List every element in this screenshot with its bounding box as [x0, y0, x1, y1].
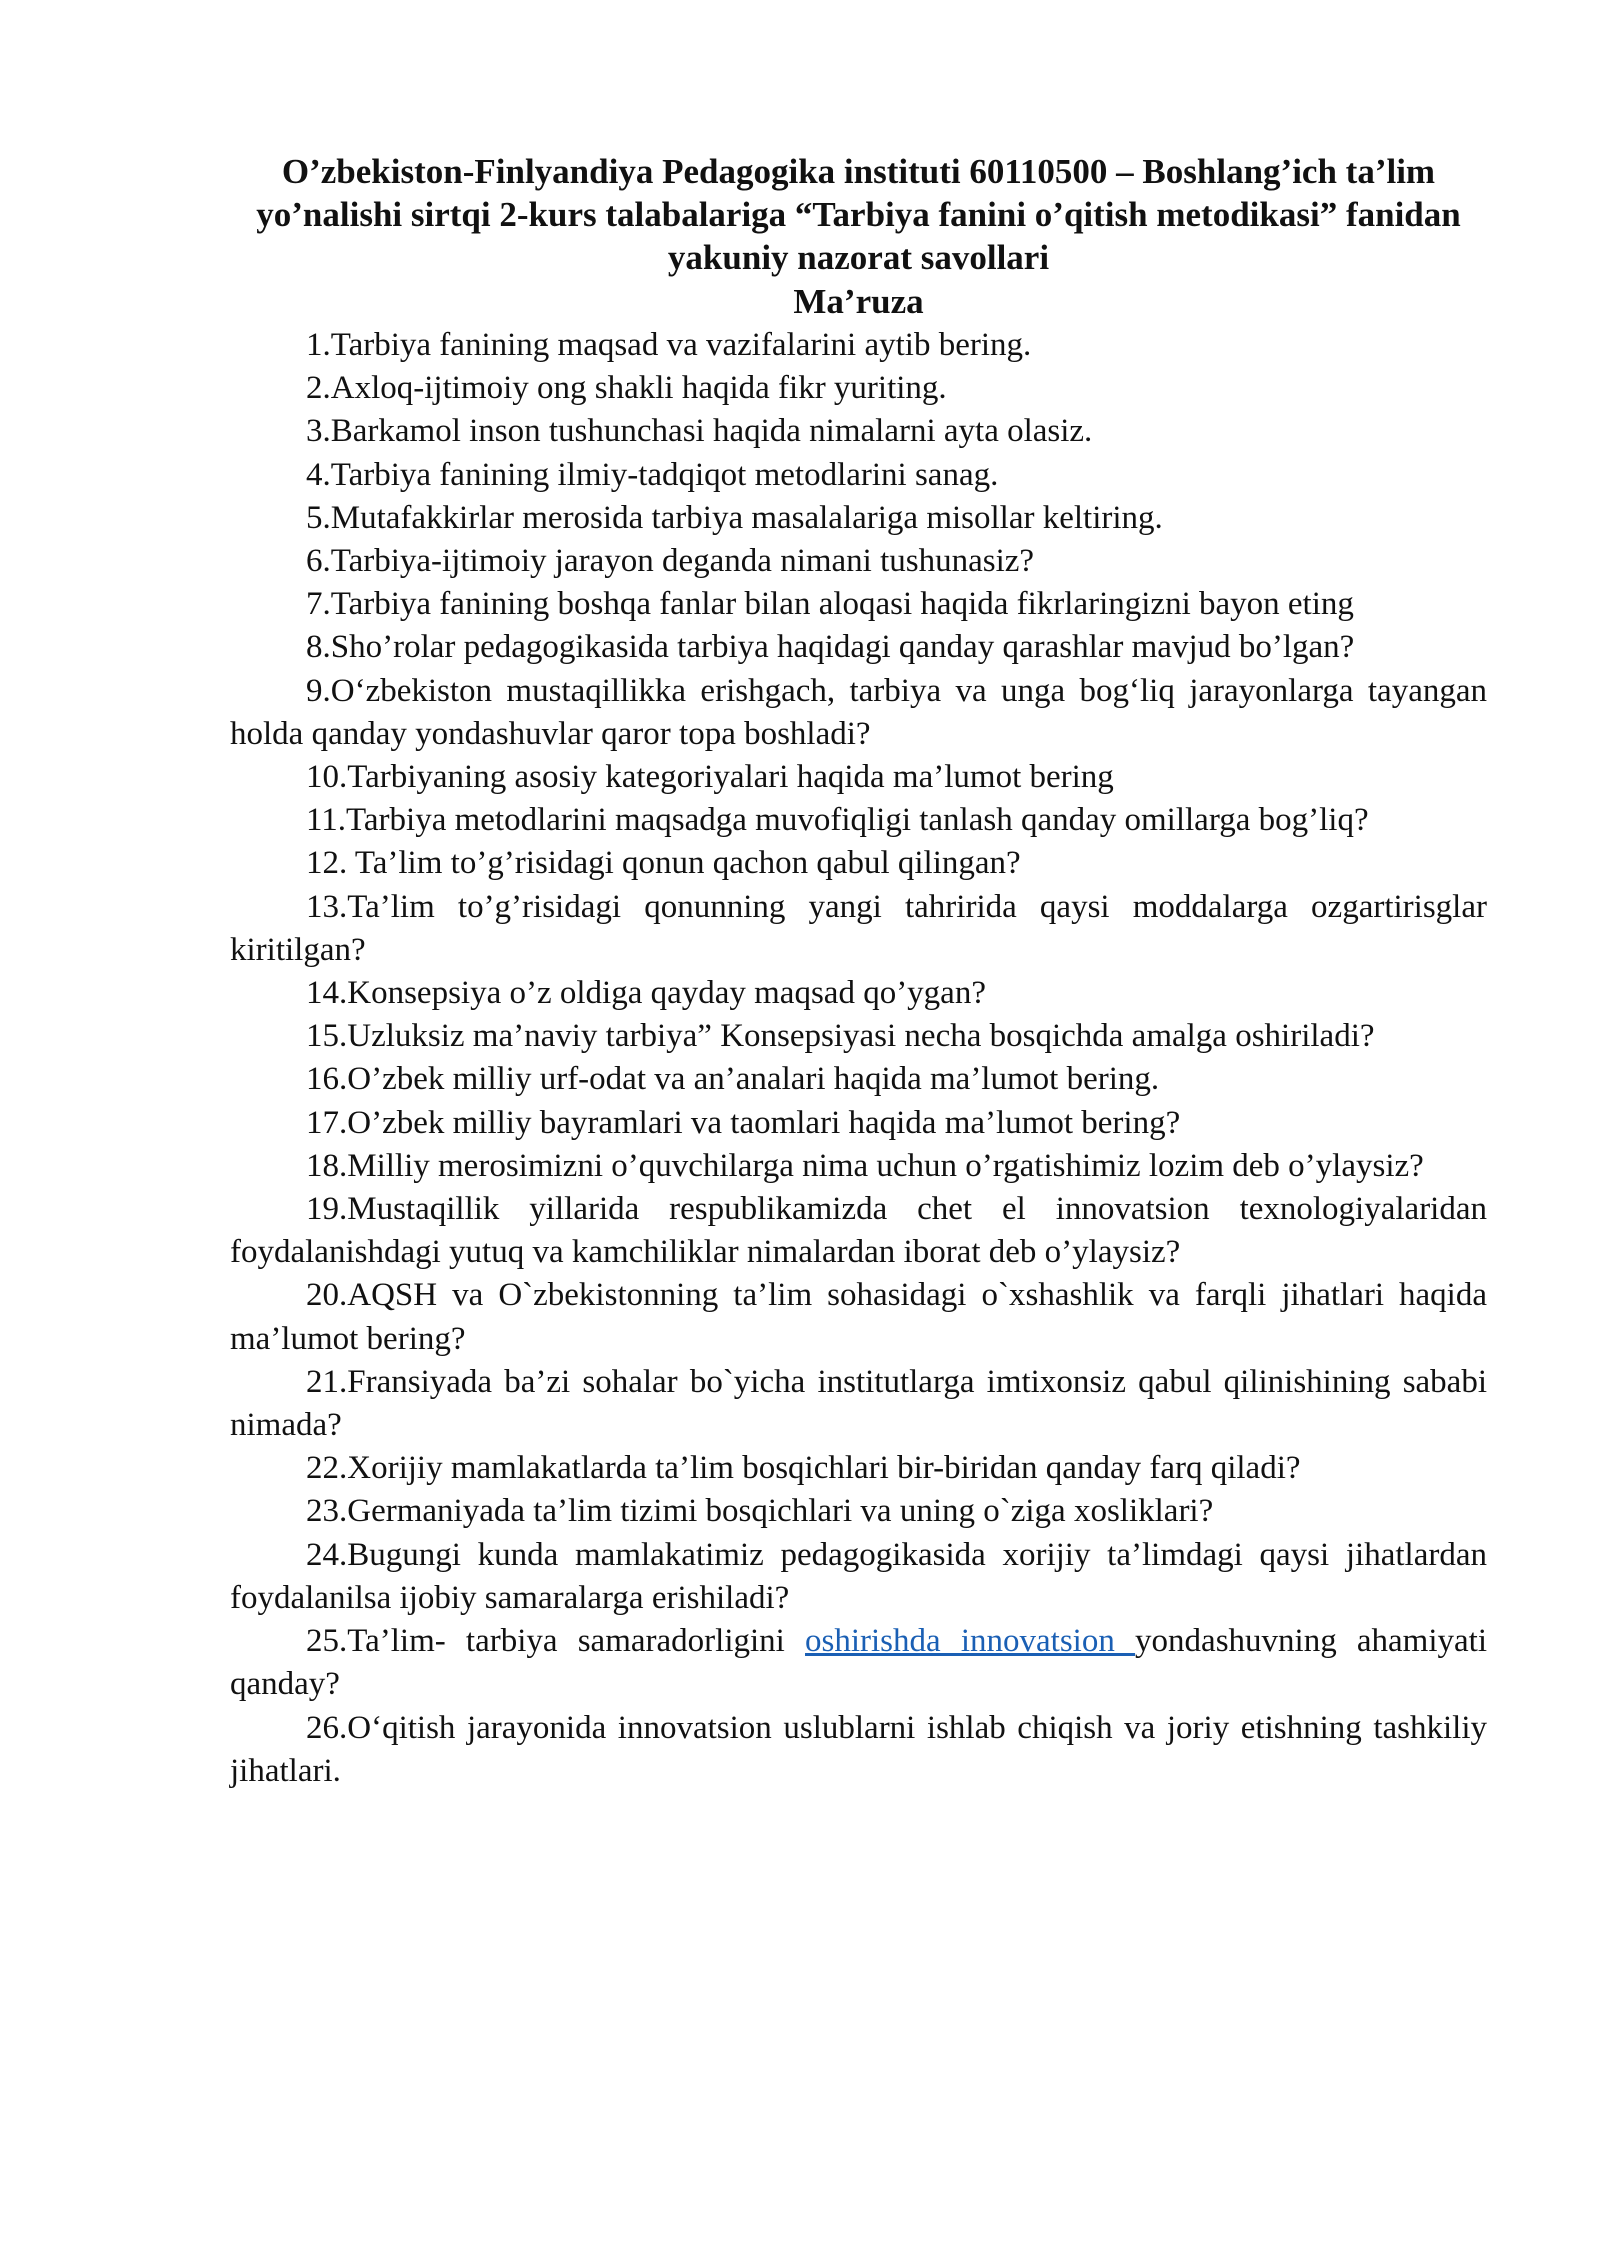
question-text: Ta’lim to’g’risidagi qonun qachon qabul qilingan?: [347, 845, 1021, 882]
question-text: Ta’lim to’g’risidagi qonunning yangi tahririda qaysi moddalarga ozgartirisglar kiritilgan?: [230, 888, 1487, 968]
list-item: [230, 670, 1487, 756]
list-item: [230, 756, 1487, 799]
question-text: Tarbiyaning asosiy kategoriyalari haqida ma’lumot bering: [347, 759, 1114, 796]
question-number: 24.: [306, 1536, 348, 1573]
list-item: [230, 540, 1487, 583]
question-text: Konsepsiya o’z oldiga qayday maqsad qo’ygan?: [347, 975, 986, 1012]
question-text: O‘zbekiston mustaqillikka erishgach, tarbiya va unga bog‘liq jarayonlarga tayangan holda qanday yondashuvlar qaror topa boshladi?: [230, 672, 1487, 752]
question-number: 11.: [306, 802, 347, 839]
question-text: Barkamol inson tushunchasi haqida nimalarni ayta olasiz.: [330, 413, 1093, 450]
question-number: 23.: [306, 1493, 348, 1530]
question-text: Tarbiya metodlarini maqsadga muvofiqligi tanlash qanday omillarga bog’liq?: [346, 802, 1369, 839]
list-item: [230, 324, 1487, 367]
question-number: 1.: [306, 327, 331, 363]
question-number: 17.: [306, 1104, 348, 1141]
question-number: 21.: [306, 1363, 348, 1400]
question-text-after-link: yondashuvning ahamiyati qanday?: [230, 1623, 1488, 1703]
list-item: [230, 1361, 1487, 1447]
question-number: 8.: [306, 629, 331, 666]
question-text: Mutafakkirlar merosida tarbiya masalalariga misollar keltiring.: [330, 499, 1163, 536]
list-item: [230, 972, 1487, 1015]
hyperlink[interactable]: oshirishda innovatsion: [805, 1623, 1136, 1660]
question-number: 2.: [306, 370, 331, 407]
document-page: [230, 150, 1487, 1793]
question-text: Mustaqillik yillarida respublikamizda chet el innovatsion texnologiyalaridan foydalanishdagi yutuq va kamchiliklar nimalardan iborat deb o’ylaysiz?: [230, 1191, 1487, 1271]
list-item: [230, 1534, 1487, 1620]
question-text: Fransiyada ba’zi sohalar bo`yicha institutlarga imtixonsiz qabul qilinishining sababi nimada?: [230, 1363, 1487, 1444]
list-item: [230, 1188, 1487, 1274]
list-item: [230, 1058, 1487, 1101]
question-number: 18.: [306, 1147, 348, 1184]
list-item: [230, 1015, 1487, 1058]
question-text: Tarbiya fanining boshqa fanlar bilan aloqasi haqida fikrlaringizni bayon eting: [330, 586, 1354, 623]
question-number: 20.: [306, 1277, 348, 1314]
list-item: [230, 1620, 1487, 1706]
question-number: 4.: [306, 456, 331, 493]
question-text: Bugungi kunda mamlakatimiz pedagogikasida xorijiy ta’limdagi qaysi jihatlardan foydalanilsa ijobiy samaralarga erishiladi?: [230, 1536, 1487, 1616]
list-item: [230, 842, 1487, 885]
list-item: [230, 1707, 1487, 1793]
question-number: 5.: [306, 499, 331, 536]
question-number: 19.: [306, 1191, 348, 1228]
list-item: [230, 1145, 1487, 1188]
question-text: Uzluksiz ma’naviy tarbiya” Konsepsiyasi necha bosqichda amalga oshiriladi?: [347, 1018, 1375, 1055]
list-item: [230, 886, 1487, 972]
question-text: Xorijiy mamlakatlarda ta’lim bosqichlari bir-biridan qanday farq qiladi?: [347, 1450, 1301, 1487]
question-number: 16.: [306, 1061, 348, 1098]
question-number: 14.: [306, 975, 348, 1012]
question-text: Tarbiya-ijtimoiy jarayon deganda nimani tushunasiz?: [330, 543, 1035, 580]
question-text: O’zbek milliy bayramlari va taomlari haqida ma’lumot bering?: [347, 1104, 1181, 1141]
question-text: Germaniyada ta’lim tizimi bosqichlari va uning o`ziga xosliklari?: [347, 1493, 1214, 1530]
list-item: [230, 410, 1487, 453]
section-heading: Ma’ruza: [793, 282, 924, 321]
question-text: AQSH va O`zbekistonning ta’lim sohasidagi o`xshashlik va farqli jihatlari haqida ma’lumot bering?: [230, 1277, 1487, 1357]
list-item: [230, 583, 1487, 626]
list-item: [230, 1102, 1487, 1145]
question-number: 25.: [306, 1623, 348, 1660]
question-number: 10.: [306, 759, 348, 796]
question-number: 3.: [306, 413, 331, 450]
list-item: [230, 1274, 1487, 1360]
question-number: 15.: [306, 1018, 348, 1055]
question-number: 13.: [306, 888, 348, 925]
question-text: Milliy merosimizni o’quvchilarga nima uchun o’rgatishimiz lozim deb o’ylaysiz?: [347, 1147, 1424, 1184]
list-item: [230, 1447, 1487, 1490]
question-number: 26.: [306, 1709, 348, 1746]
question-text-before-link: Ta’lim- tarbiya samaradorligini: [347, 1623, 806, 1660]
list-item: [230, 454, 1487, 497]
question-text: O‘qitish jarayonida innovatsion uslublarni ishlab chiqish va joriy etishning tashkiliy jihatlari.: [230, 1709, 1487, 1789]
question-text: Tarbiya fanining ilmiy-tadqiqot metodlarini sanag.: [330, 456, 999, 493]
list-item: [230, 1490, 1487, 1533]
question-text: O’zbek milliy urf-odat va an’analari haqida ma’lumot bering.: [347, 1061, 1160, 1098]
list-item: [230, 497, 1487, 540]
question-number: 12.: [306, 845, 348, 882]
list-item: [230, 367, 1487, 410]
list-item: [230, 799, 1487, 842]
question-number: 6.: [306, 543, 331, 580]
list-item: [230, 626, 1487, 669]
question-text: Axloq-ijtimoiy ong shakli haqida fikr yuriting.: [330, 370, 947, 407]
question-number: 7.: [306, 586, 331, 623]
question-list: [230, 324, 1487, 1793]
question-number: 9.: [306, 672, 331, 709]
document-title: O’zbekiston-Finlyandiya Pedagogika instituti 60110500 – Boshlang’ich ta’lim yo’nalishi sirtqi 2-kurs talabalariga “Tarbiya fanini o’qitish metodikasi” fanidan yakuniy nazorat savollari: [256, 152, 1461, 277]
question-number: 22.: [306, 1450, 348, 1487]
question-text: Tarbiya fanining maqsad va vazifalarini aytib bering.: [330, 327, 1032, 363]
question-text: Sho’rolar pedagogikasida tarbiya haqidagi qanday qarashlar mavjud bo’lgan?: [330, 629, 1355, 666]
